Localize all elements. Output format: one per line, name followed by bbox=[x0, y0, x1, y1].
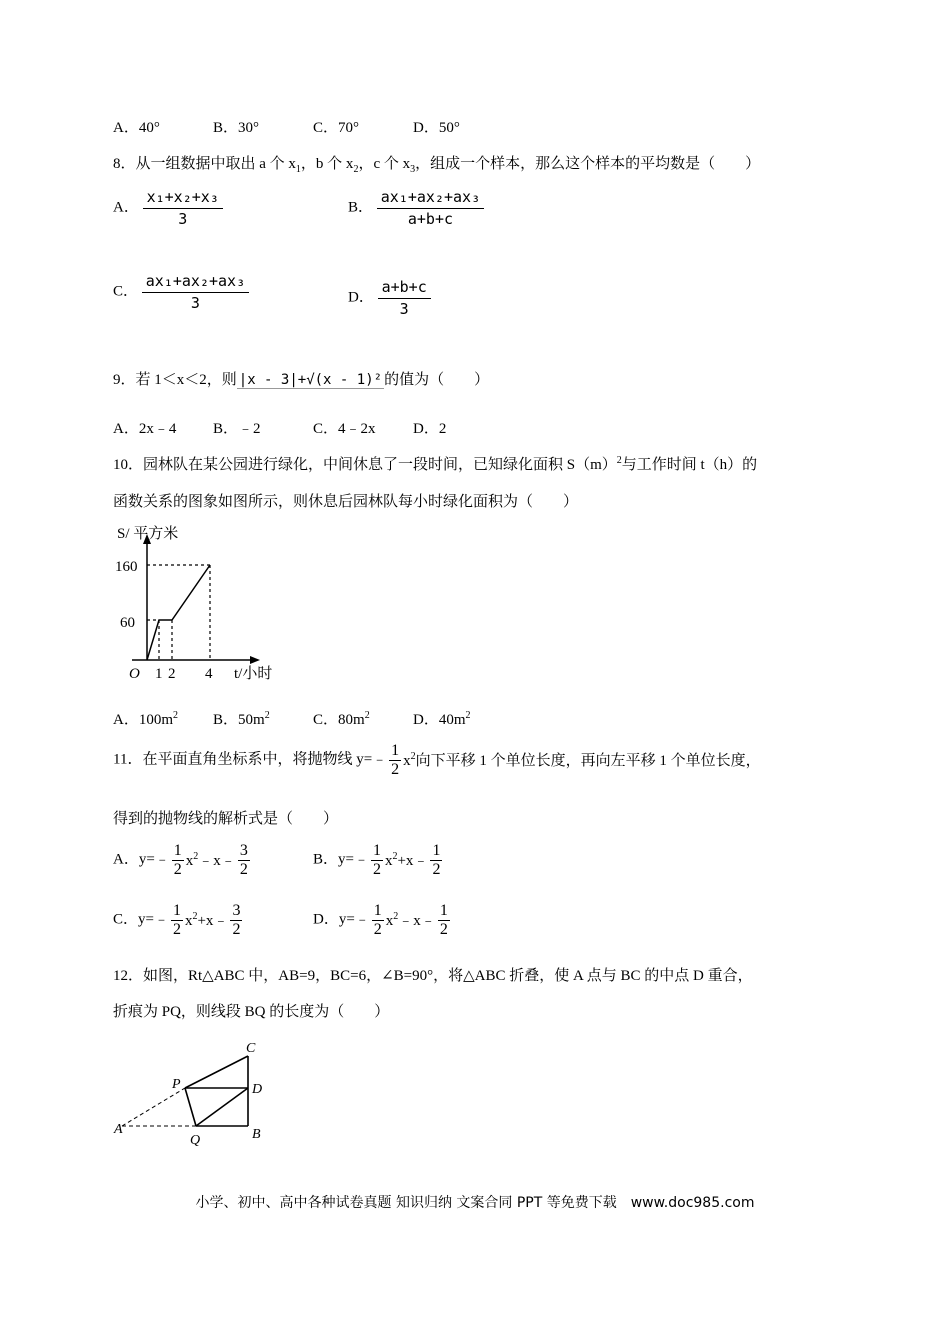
q8-option-d-fraction: $\frac{a+b+c}{3}$ bbox=[378, 278, 431, 319]
q9-option-b: B．﹣2 bbox=[213, 421, 261, 437]
q12-label-b: B bbox=[252, 1127, 261, 1142]
q9-expression: |x - 3|+√(x - 1)² bbox=[238, 372, 383, 388]
q12-stem-line2: 折痕为 PQ，则线段 BQ 的长度为（ ） bbox=[113, 1004, 390, 1020]
q12-segment-pc bbox=[185, 1056, 248, 1088]
q10-option-c: C．$80m^2$ bbox=[313, 710, 370, 728]
q11-option-a: A．y=﹣ $\frac{1}{2}$ $x^2﹣x﹣$ $\frac{3}{2}$ bbox=[113, 842, 248, 878]
q10-option-d: D．$40m^2$ bbox=[413, 710, 471, 728]
q8-stem: 8．从一组数据中取出 a 个 $x_1$，b 个 $x_2$，c 个 $x_3$，组成一个样本，那么这个样本的平均数是（ ） bbox=[113, 156, 761, 175]
q10-stem-line2: 函数关系的图象如图所示，则休息后园林队每小时绿化面积为（ ） bbox=[113, 494, 579, 510]
q8-option-c-fraction: $\frac{\text{ax₁+ax₂+ax₃}}{3}$ bbox=[142, 272, 249, 313]
q10-graph-line bbox=[147, 565, 210, 660]
q10-origin-label: O bbox=[129, 666, 140, 682]
q12-segment-qd bbox=[196, 1088, 248, 1126]
q8-option-a-fraction: $\frac{\text{x₁+x₂+x₃}}{3}$ bbox=[143, 188, 223, 229]
q10-option-b: B．$50m^2$ bbox=[213, 710, 270, 728]
q11-stem-line2: 得到的抛物线的解析式是（ ） bbox=[113, 811, 339, 827]
q10-y-axis-label: S/ 平方米 bbox=[117, 526, 179, 542]
q12-segment-ap-dashed bbox=[122, 1088, 185, 1126]
q8-option-d: D． $\frac{a+b+c}{3}$ bbox=[348, 278, 431, 319]
q10-x-tick-4: 4 bbox=[205, 666, 213, 682]
q10-y-tick-160: 160 bbox=[115, 559, 138, 575]
q10-option-a: A．$100m^2$ bbox=[113, 710, 179, 728]
q7-option-a: A．40° bbox=[113, 120, 160, 136]
q12-figure bbox=[110, 1036, 280, 1148]
q12-label-d: D bbox=[252, 1082, 263, 1097]
q11-half-fraction: $\frac{1}{2}$ bbox=[391, 742, 400, 778]
q12-segment-pq bbox=[185, 1088, 196, 1126]
q9-option-a: A．2x﹣4 bbox=[113, 421, 177, 437]
page-footer: 小学、初中、高中各种试卷真题 知识归纳 文案合同 PPT 等免费下载 www.doc985.com bbox=[195, 1195, 755, 1211]
q12-label-q: Q bbox=[190, 1133, 201, 1148]
q9-stem: 9．若 1＜x＜2，则 |x - 3|+√(x - 1)² 的值为（ ） bbox=[113, 372, 490, 388]
q8-option-b: B． $\frac{\text{ax₁+ax₂+ax₃}}{a+b+c}$ bbox=[348, 188, 484, 229]
q7-option-b: B．30° bbox=[213, 120, 260, 136]
q12-stem-line1: 12．如图，Rt△ABC 中，AB=9，BC=6，∠B=90°，将△ABC 折叠，使 A 点与 BC 的中点 D 重合， bbox=[113, 968, 753, 984]
q10-x-axis-label: t/小时 bbox=[234, 666, 273, 682]
q12-label-p: P bbox=[172, 1077, 181, 1092]
q10-stem-line1: 10．园林队在某公园进行绿化，中间休息了一段时间，已知绿化面积 $S(m)^2$与工作时间 t（h）的 bbox=[113, 455, 758, 473]
q12-label-a: A bbox=[114, 1122, 123, 1137]
q8-option-b-fraction: $\frac{\text{ax₁+ax₂+ax₃}}{a+b+c}$ bbox=[377, 188, 484, 229]
q8-option-c: C． $\frac{\text{ax₁+ax₂+ax₃}}{3}$ bbox=[113, 272, 249, 313]
q9-option-d: D．2 bbox=[413, 421, 447, 437]
q8-option-a: A． $\frac{\text{x₁+x₂+x₃}}{3}$ bbox=[113, 188, 223, 229]
q11-option-c: C．y=﹣ $\frac{1}{2}$ $x^2+x﹣$ $\frac{3}{2}$ bbox=[113, 902, 241, 938]
q11-stem-line1: 11．在平面直角坐标系中，将抛物线 y=﹣ $\frac{1}{2}$ $x^2$向下平移 1 个单位长度，再向左平移 1 个单位长度， bbox=[113, 742, 761, 778]
q11-option-d: D．y=﹣ $\frac{1}{2}$ $x^2﹣x﹣$ $\frac{1}{2}$ bbox=[313, 902, 448, 938]
q7-option-d: D．50° bbox=[413, 120, 460, 136]
q10-graph bbox=[112, 520, 282, 692]
q10-x-tick-2: 2 bbox=[168, 666, 176, 682]
q12-label-c: C bbox=[246, 1041, 256, 1056]
q10-x-axis-arrow bbox=[250, 656, 260, 664]
q11-option-b: B．y=﹣ $\frac{1}{2}$ $x^2+x﹣$ $\frac{1}{2}$ bbox=[313, 842, 441, 878]
q10-x-tick-1: 1 bbox=[155, 666, 163, 682]
q10-y-tick-60: 60 bbox=[120, 615, 135, 631]
q7-option-c: C．70° bbox=[313, 120, 360, 136]
q9-option-c: C．4﹣2x bbox=[313, 421, 376, 437]
